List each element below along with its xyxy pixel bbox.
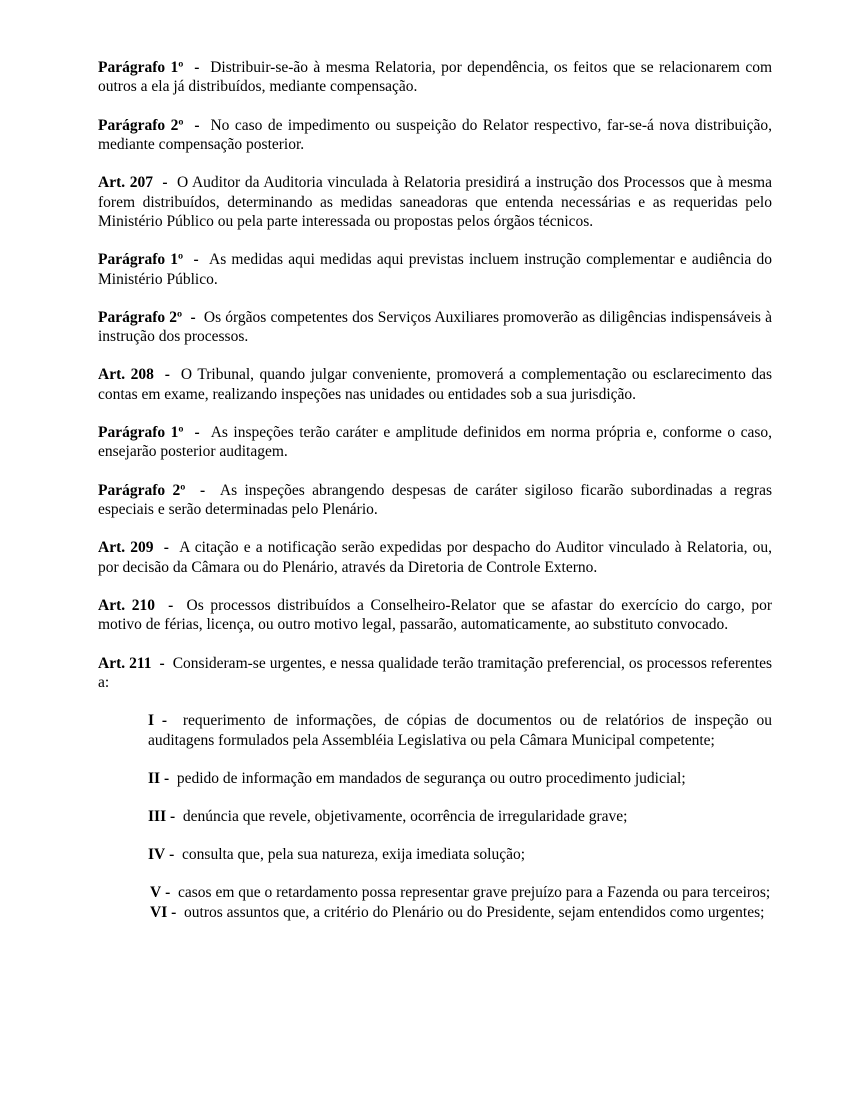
paragraph-text: O Tribunal, quando julgar conveniente, promoverá a complementação ou esclarecimento das contas em exame, realizando inspeções nas unidades ou entidades sob a sua jurisdição. (98, 366, 772, 403)
paragraph-label: Art. 211 (98, 654, 152, 672)
document-paragraph (98, 365, 772, 404)
list-item (98, 883, 772, 902)
paragraph-label: V (150, 884, 162, 902)
document-paragraph (98, 116, 772, 155)
label-separator: - (151, 654, 173, 672)
paragraph-text: O Auditor da Auditoria vinculada à Relatoria presidirá a instrução dos Processos que à mesma forem distribuídos, determinando as medidas saneadoras que entenda necessárias e as requeridas pelo Ministério Público ou pela parte interessada ou propostas pelos órgãos técnicos. (98, 174, 772, 231)
label-separator: - (154, 712, 183, 730)
paragraph-label: Parágrafo 1º (98, 424, 184, 442)
paragraph-text: casos em que o retardamento possa representar grave prejuízo para a Fazenda ou para terceiros; (178, 884, 771, 902)
paragraph-label: VI (150, 903, 168, 921)
paragraph-text: pedido de informação em mandados de segurança ou outro procedimento judicial; (176, 769, 686, 787)
label-separator: - (167, 903, 185, 921)
document-paragraph (98, 308, 772, 347)
paragraph-text: requerimento de informações, de cópias de documentos ou de relatórios de inspeção ou auditagens formulados pela Assembléia Legislativa ou pela Câmara Municipal competente; (148, 712, 772, 749)
label-separator: - (185, 481, 220, 499)
label-separator: - (153, 366, 181, 384)
paragraph-text: No caso de impedimento ou suspeição do Relator respectivo, far-se-á nova distribuição, mediante compensação posterior. (98, 116, 772, 154)
paragraph-label: Parágrafo 2º (98, 481, 186, 499)
document-paragraph (98, 538, 772, 577)
paragraph-text: denúncia que revele, objetivamente, ocorrência de irregularidade grave; (182, 807, 628, 825)
list-item (148, 769, 772, 788)
paragraph-text: consulta que, pela sua natureza, exija imediata solução; (182, 846, 526, 864)
label-separator: - (153, 539, 180, 557)
label-separator: - (154, 596, 187, 614)
paragraph-text: Os processos distribuídos a Conselheiro-Relator que se afastar do exercício do cargo, por motivo de férias, licença, ou outro motivo legal, passarão, automaticamente, ao substituto convocado. (98, 596, 772, 634)
paragraph-label: Parágrafo 2º (98, 116, 184, 134)
document-paragraph (98, 654, 772, 693)
document-paragraph (98, 173, 772, 231)
document-paragraph (98, 250, 772, 289)
paragraph-text: As inspeções abrangendo despesas de caráter sigiloso ficarão subordinadas a regras especiais e serão determinadas pelo Plenário. (98, 481, 772, 519)
paragraph-label: Art. 210 (98, 596, 155, 614)
label-separator: - (165, 846, 183, 864)
paragraph-label: Art. 209 (98, 539, 154, 557)
label-separator: - (153, 174, 177, 192)
document-text-area (98, 58, 772, 922)
document-paragraph (98, 481, 772, 520)
paragraph-text: Distribuir-se-ão à mesma Relatoria, por dependência, os feitos que se relacionarem com outros a ela já distribuídos, mediante compensação. (98, 59, 773, 96)
label-separator: - (182, 308, 204, 326)
label-separator: - (160, 769, 177, 787)
paragraph-label: Parágrafo 1º (98, 59, 184, 76)
document-paragraph (98, 423, 772, 462)
label-separator: - (183, 424, 211, 442)
paragraph-text: Os órgãos competentes dos Serviços Auxiliares promoverão as diligências indispensáveis à instrução dos processos. (98, 308, 772, 346)
document-paragraph (98, 58, 772, 97)
list-item (98, 903, 772, 922)
paragraph-label: IV (148, 846, 166, 864)
label-separator: - (161, 884, 178, 902)
paragraph-text: As medidas aqui medidas aqui previstas incluem instrução complementar e audiência do Ministério Público. (98, 251, 772, 288)
paragraph-label: III (148, 807, 167, 825)
list-item (148, 807, 772, 826)
label-separator: - (183, 116, 211, 134)
paragraph-text: A citação e a notificação serão expedidas por despacho do Auditor vinculado à Relatoria, ou, por decisão da Câmara ou do Plenário, através da Diretoria de Controle Externo. (98, 539, 772, 576)
paragraph-text: Consideram-se urgentes, e nessa qualidade terão tramitação preferencial, os processos referentes a: (98, 654, 772, 691)
paragraph-text: As inspeções terão caráter e amplitude definidos em norma própria e, conforme o caso, ensejarão posterior auditagem. (98, 424, 773, 461)
paragraph-text: outros assuntos que, a critério do Plenário ou do Presidente, sejam entendidos como urgentes; (184, 903, 765, 921)
label-separator: - (166, 807, 183, 825)
list-item (148, 845, 772, 864)
paragraph-label: II (148, 769, 161, 787)
document-paragraph (98, 596, 772, 635)
label-separator: - (183, 59, 211, 76)
paragraph-label: I (148, 712, 155, 730)
list-item (148, 711, 772, 750)
paragraph-label: Art. 207 (98, 174, 154, 192)
paragraph-label: Art. 208 (98, 366, 154, 384)
paragraph-label: Parágrafo 1º (98, 251, 184, 269)
label-separator: - (183, 251, 209, 269)
paragraph-label: Parágrafo 2º (98, 308, 183, 326)
